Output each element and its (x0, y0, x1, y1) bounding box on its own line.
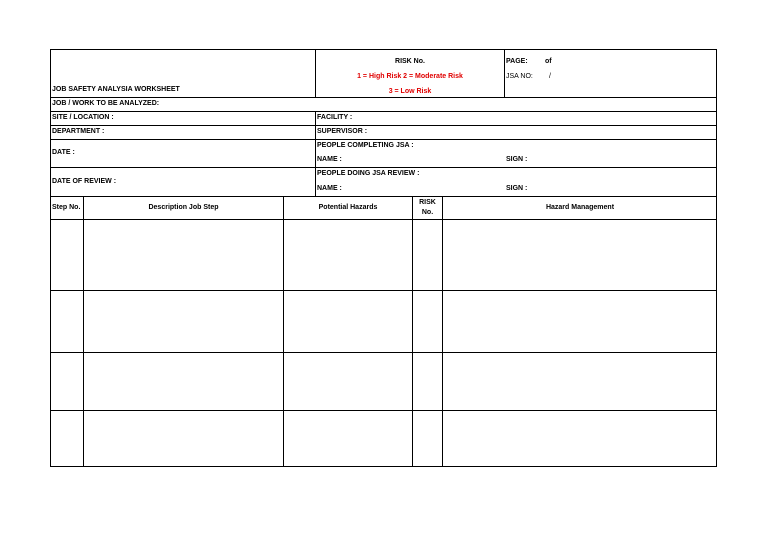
sign-label: SIGN : (506, 185, 528, 192)
col-step-no: Step No. (52, 204, 81, 211)
divider (50, 97, 717, 98)
table-row[interactable] (51, 220, 716, 290)
col-risk-line1: RISK (419, 199, 436, 206)
divider (50, 196, 717, 197)
divider (50, 111, 717, 112)
col-description: Description Job Step (148, 204, 219, 211)
col-hazard-management: Hazard Management (545, 204, 615, 211)
divider (315, 111, 316, 196)
facility-label: FACILITY : (317, 114, 353, 121)
risk-scale-line2: 3 = Low Risk (388, 88, 432, 95)
risk-scale-line1: 1 = High Risk 2 = Moderate Risk (357, 73, 463, 80)
department-label: DEPARTMENT : (52, 128, 105, 135)
site-location-label: SITE / LOCATION : (52, 114, 114, 121)
jsa-no-separator: / (549, 73, 551, 80)
date-label: DATE : (52, 149, 75, 156)
table-row[interactable] (51, 353, 716, 410)
date-of-review-label: DATE OF REVIEW : (52, 178, 117, 185)
supervisor-label: SUPERVISOR : (317, 128, 368, 135)
worksheet-title: JOB SAFETY ANALYSIA WORKSHEET (52, 86, 180, 93)
people-doing-review-label: PEOPLE DOING JSA REVIEW : (317, 170, 420, 177)
page-of-label: of (545, 58, 552, 65)
risk-title: RISK No. (395, 58, 425, 65)
divider (50, 125, 717, 126)
divider (504, 49, 505, 97)
name-label: NAME : (317, 156, 342, 163)
jsa-no-label: JSA NO: (506, 73, 533, 80)
col-potential-hazards: Potential Hazards (318, 204, 378, 211)
col-risk-line2: No. (421, 209, 434, 216)
sign-label: SIGN : (506, 156, 528, 163)
people-completing-label: PEOPLE COMPLETING JSA : (317, 142, 414, 149)
divider (50, 139, 717, 140)
name-label: NAME : (317, 185, 342, 192)
table-row[interactable] (51, 291, 716, 352)
divider (50, 167, 717, 168)
page-label: PAGE: (506, 58, 528, 65)
table-row[interactable] (51, 411, 716, 466)
job-work-label: JOB / WORK TO BE ANALYZED: (52, 100, 160, 107)
